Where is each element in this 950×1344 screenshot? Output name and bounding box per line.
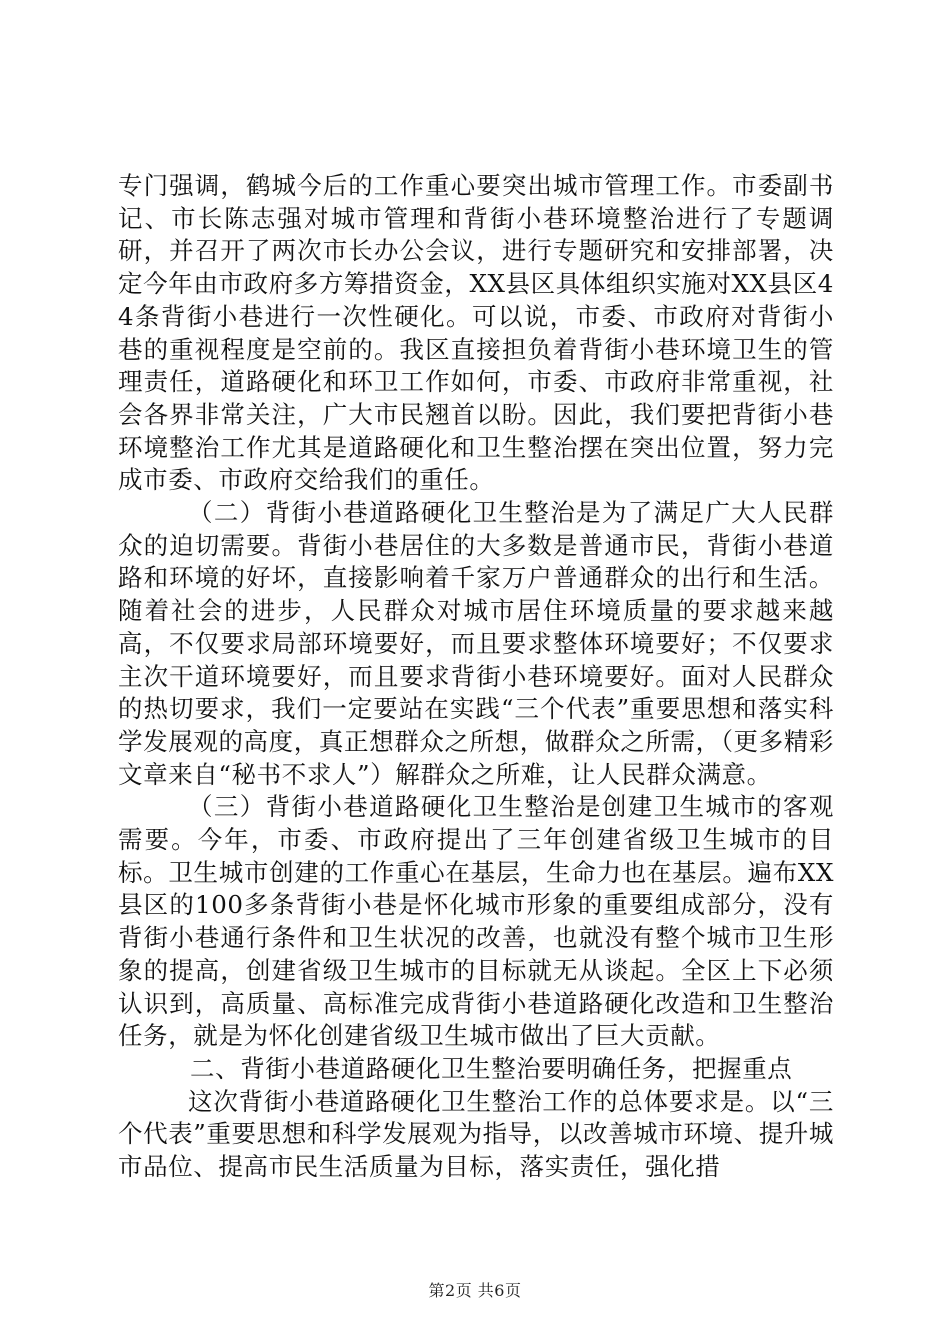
paragraph-2: （二）背街小巷道路硬化卫生整治是为了满足广大人民群众的迫切需要。背街小巷居住的大多数是普通市民，背街小巷道路和环境的好坏，直接影响着千家万户普通群众的出行和生活。随着社会的进步，人民群众对城市居住环境质量的要求越来越高，不仅要求局部环境要好，而且要求整体环境要好；不仅要求主次干道环境要好，而且要求背街小巷环境要好。面对人民群众的热切要求，我们一定要站在实践“三个代表”重要思想和落实科学发展观的高度，真正想群众之所想，做群众之所需，（更多精彩文章来自“秘书不求人”）解群众之所难，让人民群众满意。 — [118, 498, 834, 789]
section-heading: 二、背街小巷道路硬化卫生整治要明确任务，把握重点 — [190, 1053, 793, 1083]
paragraph-4: 这次背街小巷道路硬化卫生整治工作的总体要求是。以“三个代表”重要思想和科学发展观为指导，以改善城市环境、提升城市品位、提高市民生活质量为目标，落实责任，强化措 — [118, 1086, 834, 1182]
paragraph-3: （三）背街小巷道路硬化卫生整治是创建卫生城市的客观需要。今年，市委、市政府提出了三年创建省级卫生城市的目标。卫生城市创建的工作重心在基层，生命力也在基层。遍布XX县区的100多条背街小巷是怀化城市形象的重要组成部分，没有背街小巷通行条件和卫生状况的改善，也就没有整个城市卫生形象的提高，创建省级卫生城市的目标就无从谈起。全区上下必须认识到，高质量、高标准完成背街小巷道路硬化改造和卫生整治任务，就是为怀化创建省级卫生城市做出了巨大贡献。 — [118, 792, 834, 1051]
paragraph-1: 专门强调，鹤城今后的工作重心要突出城市管理工作。市委副书记、市长陈志强对城市管理和背街小巷环境整治进行了专题调研，并召开了两次市长办公会议，进行专题研究和安排部署，决定今年由市政府多方筹措资金，XX县区具体组织实施对XX县区44条背街小巷进行一次性硬化。可以说，市委、市政府对背街小巷的重视程度是空前的。我区直接担负着背街小巷环境卫生的管理责任，道路硬化和环卫工作如何，市委、市政府非常重视，社会各界非常关注，广大市民翘首以盼。因此，我们要把背街小巷环境整治工作尤其是道路硬化和卫生整治摆在突出位置，努力完成市委、市政府交给我们的重任。 — [118, 171, 834, 495]
page-number-footer: 第2页 共6页 — [428, 1281, 522, 1300]
document-body — [118, 170, 834, 1184]
